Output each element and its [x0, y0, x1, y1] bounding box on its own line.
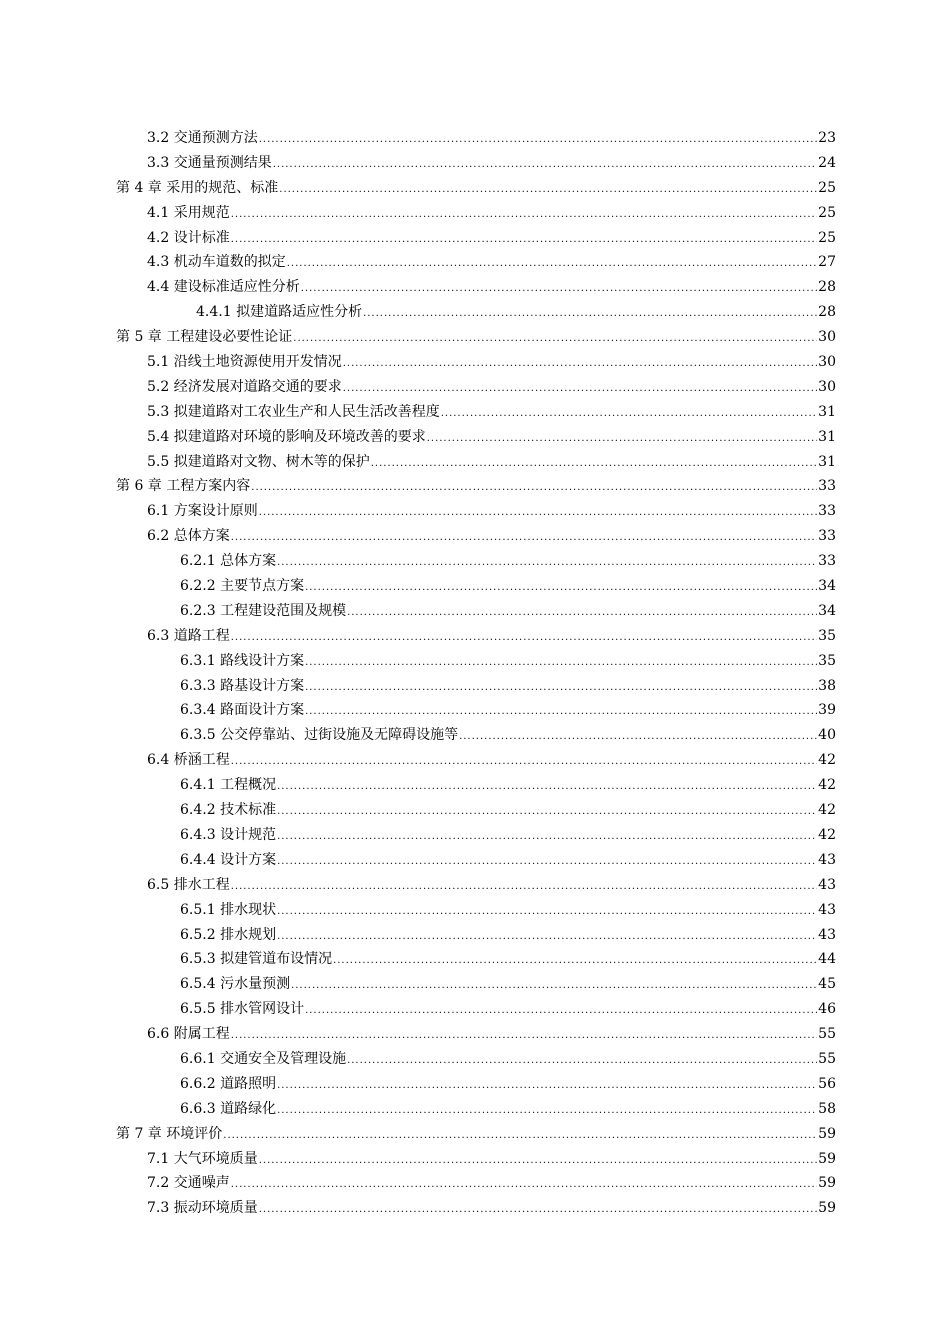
- toc-entry-title: 第 4 章 采用的规范、标准: [116, 179, 279, 196]
- toc-entry-title: 6.5.2 排水规划: [180, 926, 277, 943]
- toc-dot-leader: [347, 601, 817, 626]
- toc-entry-title: 第 5 章 工程建设必要性论证: [116, 329, 293, 346]
- toc-entry[interactable]: [116, 350, 836, 375]
- toc-entry-title: 3.2 交通预测方法: [147, 130, 258, 146]
- toc-entry-page-number: 34: [818, 578, 836, 595]
- toc-dot-leader: [231, 203, 817, 228]
- toc-entry[interactable]: [116, 674, 836, 699]
- toc-entry-title: 6.2.1 总体方案: [180, 553, 277, 570]
- toc-dot-leader: [343, 377, 817, 402]
- toc-entry-page-number: 59: [818, 1150, 836, 1167]
- toc-dot-leader: [427, 427, 817, 452]
- toc-entry-page-number: 35: [818, 627, 836, 644]
- toc-entry-page-number: 27: [818, 254, 836, 271]
- toc-entry-title: 7.1 大气环境质量: [147, 1150, 258, 1167]
- toc-dot-leader: [305, 676, 817, 701]
- toc-dot-leader: [231, 1173, 817, 1198]
- toc-dot-leader: [231, 228, 817, 253]
- toc-entry-page-number: 33: [818, 553, 836, 570]
- toc-entry-title: 第 6 章 工程方案内容: [116, 478, 251, 495]
- toc-entry[interactable]: [116, 300, 836, 325]
- toc-entry-page-number: 44: [818, 951, 836, 968]
- toc-entry-page-number: 24: [818, 154, 836, 171]
- toc-entry-title: 4.4.1 拟建道路适应性分析: [196, 304, 363, 321]
- toc-dot-leader: [273, 153, 817, 178]
- toc-entry-page-number: 33: [818, 503, 836, 520]
- toc-entry[interactable]: [116, 873, 836, 898]
- toc-entry[interactable]: [116, 151, 836, 176]
- toc-entry-page-number: 31: [818, 428, 836, 445]
- toc-entry[interactable]: [116, 923, 836, 948]
- toc-entry-title: 6.5.1 排水现状: [180, 901, 277, 918]
- toc-dot-leader: [301, 277, 817, 302]
- toc-dot-leader: [305, 700, 817, 725]
- toc-entry[interactable]: [116, 524, 836, 549]
- toc-entry-title: 4.1 采用规范: [147, 204, 230, 221]
- toc-dot-leader: [293, 327, 817, 352]
- toc-entry-title: 6.1 方案设计原则: [147, 503, 258, 520]
- toc-entry[interactable]: [116, 375, 836, 400]
- toc-entry[interactable]: [116, 848, 836, 873]
- toc-dot-leader: [363, 302, 817, 327]
- toc-entry[interactable]: [116, 997, 836, 1022]
- toc-entry[interactable]: [116, 425, 836, 450]
- toc-entry-title: 第 7 章 环境评价: [116, 1125, 223, 1142]
- toc-entry[interactable]: [116, 1147, 836, 1172]
- table-of-contents: [116, 126, 836, 1221]
- toc-dot-leader: [279, 178, 817, 203]
- toc-entry-page-number: 25: [818, 179, 836, 196]
- toc-dot-leader: [277, 1099, 817, 1124]
- toc-dot-leader: [277, 900, 817, 925]
- toc-entry-title: 6.3 道路工程: [147, 627, 230, 644]
- toc-dot-leader: [231, 626, 817, 651]
- toc-entry[interactable]: [116, 1097, 836, 1122]
- toc-entry[interactable]: [116, 1122, 836, 1147]
- toc-entry[interactable]: [116, 275, 836, 300]
- toc-dot-leader: [231, 1024, 817, 1049]
- toc-dot-leader: [441, 402, 817, 427]
- toc-entry-page-number: 59: [818, 1200, 836, 1217]
- toc-entry-title: 5.3 拟建道路对工农业生产和人民生活改善程度: [147, 403, 440, 420]
- toc-entry-title: 6.3.1 路线设计方案: [180, 652, 305, 669]
- toc-dot-leader: [277, 551, 817, 576]
- toc-entry-title: 6.3.5 公交停靠站、过街设施及无障碍设施等: [180, 727, 459, 744]
- toc-dot-leader: [371, 452, 817, 477]
- toc-entry-page-number: 33: [818, 478, 836, 495]
- toc-entry-title: 6.6.3 道路绿化: [180, 1100, 277, 1117]
- toc-entry-title: 4.3 机动车道数的拟定: [147, 254, 286, 271]
- toc-dot-leader: [259, 1198, 817, 1223]
- toc-entry[interactable]: [116, 624, 836, 649]
- toc-dot-leader: [333, 949, 817, 974]
- toc-entry-page-number: 43: [818, 876, 836, 893]
- toc-dot-leader: [277, 825, 817, 850]
- toc-entry[interactable]: [116, 325, 836, 350]
- toc-entry-page-number: 42: [818, 802, 836, 819]
- toc-entry-page-number: 59: [818, 1125, 836, 1142]
- toc-entry-page-number: 25: [818, 204, 836, 221]
- toc-dot-leader: [277, 850, 817, 875]
- toc-entry-title: 4.2 设计标准: [147, 229, 230, 246]
- toc-entry-title: 6.2.2 主要节点方案: [180, 578, 305, 595]
- toc-entry-title: 6.4.1 工程概况: [180, 777, 277, 794]
- toc-entry-title: 6.5 排水工程: [147, 876, 230, 893]
- toc-dot-leader: [459, 725, 817, 750]
- toc-entry[interactable]: [116, 823, 836, 848]
- toc-dot-leader: [305, 651, 817, 676]
- toc-entry[interactable]: [116, 450, 836, 475]
- toc-entry-page-number: 30: [818, 378, 836, 395]
- toc-entry-page-number: 30: [818, 329, 836, 346]
- toc-dot-leader: [259, 501, 817, 526]
- toc-entry[interactable]: [116, 574, 836, 599]
- toc-entry-page-number: 59: [818, 1175, 836, 1192]
- toc-entry-page-number: 43: [818, 926, 836, 943]
- toc-entry-page-number: 45: [818, 976, 836, 993]
- toc-dot-leader: [259, 128, 817, 153]
- toc-entry-page-number: 40: [818, 727, 836, 744]
- toc-entry[interactable]: [116, 201, 836, 226]
- toc-entry-title: 6.6.2 道路照明: [180, 1075, 277, 1092]
- toc-entry-title: 6.6.1 交通安全及管理设施: [180, 1050, 347, 1067]
- toc-entry-page-number: 23: [818, 130, 836, 146]
- toc-entry[interactable]: [116, 474, 836, 499]
- toc-entry-page-number: 42: [818, 752, 836, 769]
- toc-entry-page-number: 58: [818, 1100, 836, 1117]
- toc-entry-title: 6.3.4 路面设计方案: [180, 702, 305, 719]
- toc-entry-title: 5.2 经济发展对道路交通的要求: [147, 378, 342, 395]
- toc-entry[interactable]: [116, 549, 836, 574]
- toc-entry-page-number: 56: [818, 1075, 836, 1092]
- toc-entry[interactable]: [116, 1196, 836, 1221]
- toc-entry-title: 6.3.3 路基设计方案: [180, 677, 305, 694]
- toc-entry-page-number: 35: [818, 652, 836, 669]
- toc-entry[interactable]: [116, 1072, 836, 1097]
- toc-entry-title: 6.5.3 拟建管道布设情况: [180, 951, 333, 968]
- toc-entry-page-number: 33: [818, 528, 836, 545]
- toc-entry-page-number: 42: [818, 777, 836, 794]
- toc-dot-leader: [259, 1149, 817, 1174]
- toc-entry-title: 5.1 沿线土地资源使用开发情况: [147, 354, 342, 371]
- toc-entry[interactable]: [116, 226, 836, 251]
- toc-entry-title: 6.5.5 排水管网设计: [180, 1001, 305, 1018]
- toc-entry[interactable]: [116, 499, 836, 524]
- toc-entry[interactable]: [116, 748, 836, 773]
- toc-entry-page-number: 42: [818, 826, 836, 843]
- toc-dot-leader: [291, 974, 817, 999]
- toc-dot-leader: [305, 576, 817, 601]
- toc-entry-title: 6.4.4 设计方案: [180, 851, 277, 868]
- toc-entry[interactable]: [116, 599, 836, 624]
- toc-entry-title: 3.3 交通量预测结果: [147, 154, 272, 171]
- toc-dot-leader: [231, 526, 817, 551]
- toc-entry[interactable]: [116, 250, 836, 275]
- toc-entry-page-number: 43: [818, 851, 836, 868]
- toc-entry-page-number: 28: [818, 279, 836, 296]
- toc-entry[interactable]: [116, 972, 836, 997]
- toc-entry[interactable]: [116, 723, 836, 748]
- toc-entry[interactable]: [116, 773, 836, 798]
- toc-entry[interactable]: [116, 1171, 836, 1196]
- toc-entry[interactable]: [116, 649, 836, 674]
- toc-entry-page-number: 55: [818, 1050, 836, 1067]
- toc-entry-page-number: 46: [818, 1001, 836, 1018]
- toc-entry[interactable]: [116, 1022, 836, 1047]
- toc-dot-leader: [277, 775, 817, 800]
- toc-entry-page-number: 28: [818, 304, 836, 321]
- toc-dot-leader: [287, 252, 817, 277]
- toc-entry-page-number: 34: [818, 602, 836, 619]
- toc-dot-leader: [251, 476, 817, 501]
- toc-dot-leader: [223, 1124, 817, 1149]
- toc-entry-title: 6.5.4 污水量预测: [180, 976, 291, 993]
- toc-dot-leader: [231, 875, 817, 900]
- toc-entry[interactable]: [116, 126, 836, 151]
- toc-entry-title: 6.4 桥涵工程: [147, 752, 230, 769]
- toc-dot-leader: [277, 925, 817, 950]
- toc-entry-title: 5.5 拟建道路对文物、树木等的保护: [147, 453, 370, 470]
- toc-entry-page-number: 31: [818, 403, 836, 420]
- toc-entry-page-number: 30: [818, 354, 836, 371]
- toc-entry[interactable]: [116, 400, 836, 425]
- toc-dot-leader: [277, 800, 817, 825]
- toc-entry[interactable]: [116, 1047, 836, 1072]
- toc-entry-page-number: 39: [818, 702, 836, 719]
- toc-entry-title: 6.4.3 设计规范: [180, 826, 277, 843]
- toc-entry[interactable]: [116, 947, 836, 972]
- toc-entry-page-number: 38: [818, 677, 836, 694]
- toc-entry[interactable]: [116, 176, 836, 201]
- toc-dot-leader: [347, 1049, 817, 1074]
- toc-entry-title: 7.2 交通噪声: [147, 1175, 230, 1192]
- toc-entry-page-number: 55: [818, 1026, 836, 1043]
- toc-entry-title: 5.4 拟建道路对环境的影响及环境改善的要求: [147, 428, 426, 445]
- toc-dot-leader: [277, 1074, 817, 1099]
- toc-entry-title: 4.4 建设标准适应性分析: [147, 279, 300, 296]
- toc-entry[interactable]: [116, 798, 836, 823]
- toc-entry-title: 6.6 附属工程: [147, 1026, 230, 1043]
- toc-dot-leader: [231, 750, 817, 775]
- toc-entry-title: 7.3 振动环境质量: [147, 1200, 258, 1217]
- toc-entry-title: 6.2.3 工程建设范围及规模: [180, 602, 347, 619]
- toc-dot-leader: [343, 352, 817, 377]
- toc-entry-page-number: 43: [818, 901, 836, 918]
- toc-entry[interactable]: [116, 698, 836, 723]
- toc-entry-title: 6.4.2 技术标准: [180, 802, 277, 819]
- toc-entry-title: 6.2 总体方案: [147, 528, 230, 545]
- toc-entry-page-number: 25: [818, 229, 836, 246]
- toc-dot-leader: [305, 999, 817, 1024]
- toc-entry[interactable]: [116, 898, 836, 923]
- toc-entry-page-number: 31: [818, 453, 836, 470]
